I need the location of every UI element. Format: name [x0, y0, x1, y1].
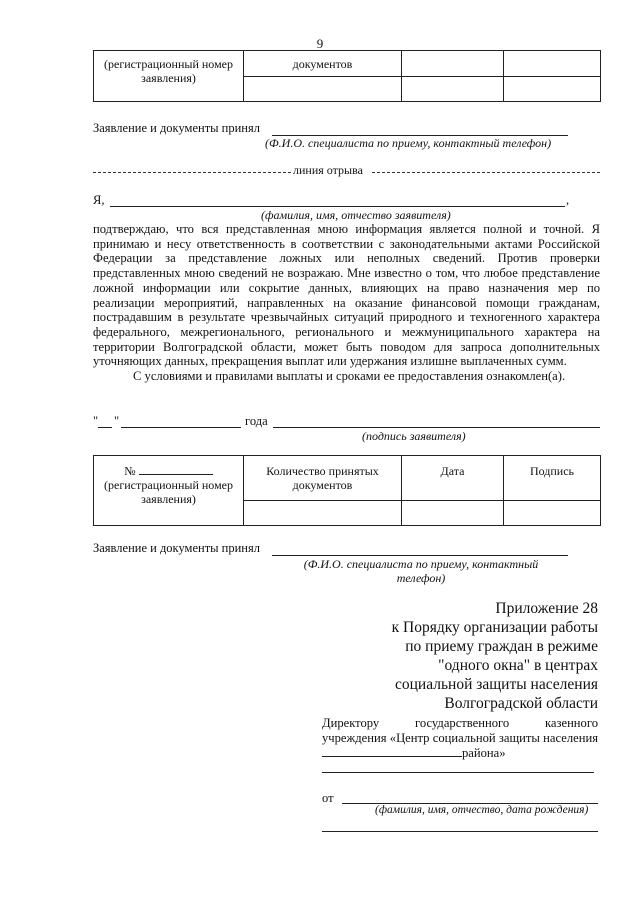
applicant-signature-caption: (подпись заявителя) [362, 429, 466, 443]
from-caption: (фамилия, имя, отчество, дата рождения) [375, 804, 589, 816]
applicant-name-caption: (фамилия, имя, отчество заявителя) [261, 208, 451, 222]
received2-fio-line[interactable] [272, 555, 568, 556]
district-suffix: района» [462, 746, 506, 760]
acknowledge-text: С условиями и правилами выплаты и сроками ее предоставления ознакомлен(а). [133, 369, 566, 384]
appendix-line: по приему граждан в режиме [405, 638, 598, 655]
reg-number-input-line[interactable] [139, 464, 213, 475]
addressee-block [322, 716, 598, 761]
docs-count-value-cell [244, 501, 402, 526]
from-label: от [322, 791, 334, 805]
bottom-registration-table [93, 455, 601, 526]
signature-header-text: Подпись [529, 464, 575, 478]
docs-label: документов [292, 57, 353, 71]
date-header-text: Дата [440, 464, 465, 478]
date-cell [402, 51, 504, 77]
addressee-text: Директору государственного казенного учреждения «Центр социальной защиты населения [322, 716, 598, 745]
top-registration-table [93, 50, 601, 102]
docs-count-header [244, 456, 402, 501]
appendix-line: Волгоградской области [444, 695, 598, 712]
date-value-cell [402, 501, 504, 526]
page-number: 9 [316, 36, 324, 51]
tear-line-left [93, 172, 291, 173]
addressee-extra-line[interactable] [322, 772, 594, 773]
received2-caption-line1: (Ф.И.О. специалиста по приему, контактный [303, 557, 539, 571]
received-label: Заявление и документы принял [93, 121, 260, 135]
signature-cell [504, 51, 601, 77]
reg-number-row [94, 464, 243, 478]
applicant-signature-line[interactable] [273, 427, 600, 428]
reg-number-label: (регистрационный номер заявления) [104, 57, 233, 85]
declaration-comma: , [566, 193, 570, 207]
number-sign: № [124, 464, 136, 478]
received-caption: (Ф.И.О. специалиста по приему, контактный телефон) [265, 136, 552, 150]
appendix-line: "одного окна" в центрах [438, 657, 598, 674]
date-day-line[interactable] [98, 427, 112, 428]
date-quote-open: " [93, 414, 99, 428]
received2-label: Заявление и документы принял [93, 541, 260, 555]
reg-number-label: (регистрационный номер заявления) [104, 478, 233, 506]
declaration-text: подтверждаю, что вся представленная мною информация является полной и точной. Я принимаю и несу ответственность в соответствии с законодательными актами Российской Федерации за представление ложных или неполных сведений. Против проверки представленных мною сведений не возражаю. Мне известно о том, что любое представление ложной информации или сокрытие данных, влияющих на право назначения мер по реализации мероприятий, направленных на оказание финансовой помощи гражданам, пострадавшим в результате чрезвычайных ситуаций природного и техногенного характера федерального, межрегионального, регионального и межмуниципального характера на территории Волгоградской области, может быть поводом для запроса дополнительных уточняющих данных, прекращения выплат или удержания излишне выплаченных сумм. [93, 222, 600, 369]
declaration-body [93, 222, 600, 384]
appendix-line: Приложение 28 [495, 600, 598, 617]
docs-count-cell [244, 51, 402, 77]
date-quote-close: " [114, 414, 120, 428]
received2-caption [290, 557, 552, 585]
reg-number-cell [94, 51, 244, 102]
district-input-line[interactable] [322, 746, 462, 757]
signature-value-cell [504, 77, 601, 102]
received2-caption-line2: телефон) [396, 571, 446, 585]
appendix-line: к Порядку организации работы [391, 619, 598, 636]
declaration-prefix: Я, [93, 193, 105, 207]
tear-line-label: линия отрыва [293, 163, 363, 177]
date-value-cell [402, 77, 504, 102]
applicant-from-line-2[interactable] [322, 831, 598, 832]
docs-count-header-text: Количество принятых документов [266, 464, 379, 492]
date-month-line[interactable] [121, 427, 241, 428]
docs-count-value-cell [244, 77, 402, 102]
appendix-heading [392, 599, 598, 713]
tear-line-right [372, 172, 600, 173]
reg-number-cell [94, 456, 244, 526]
applicant-name-line[interactable] [110, 206, 565, 207]
signature-header [504, 456, 601, 501]
date-header [402, 456, 504, 501]
signature-value-cell [504, 501, 601, 526]
appendix-line: социальной защиты населения [394, 676, 598, 693]
year-word: года [245, 414, 268, 428]
